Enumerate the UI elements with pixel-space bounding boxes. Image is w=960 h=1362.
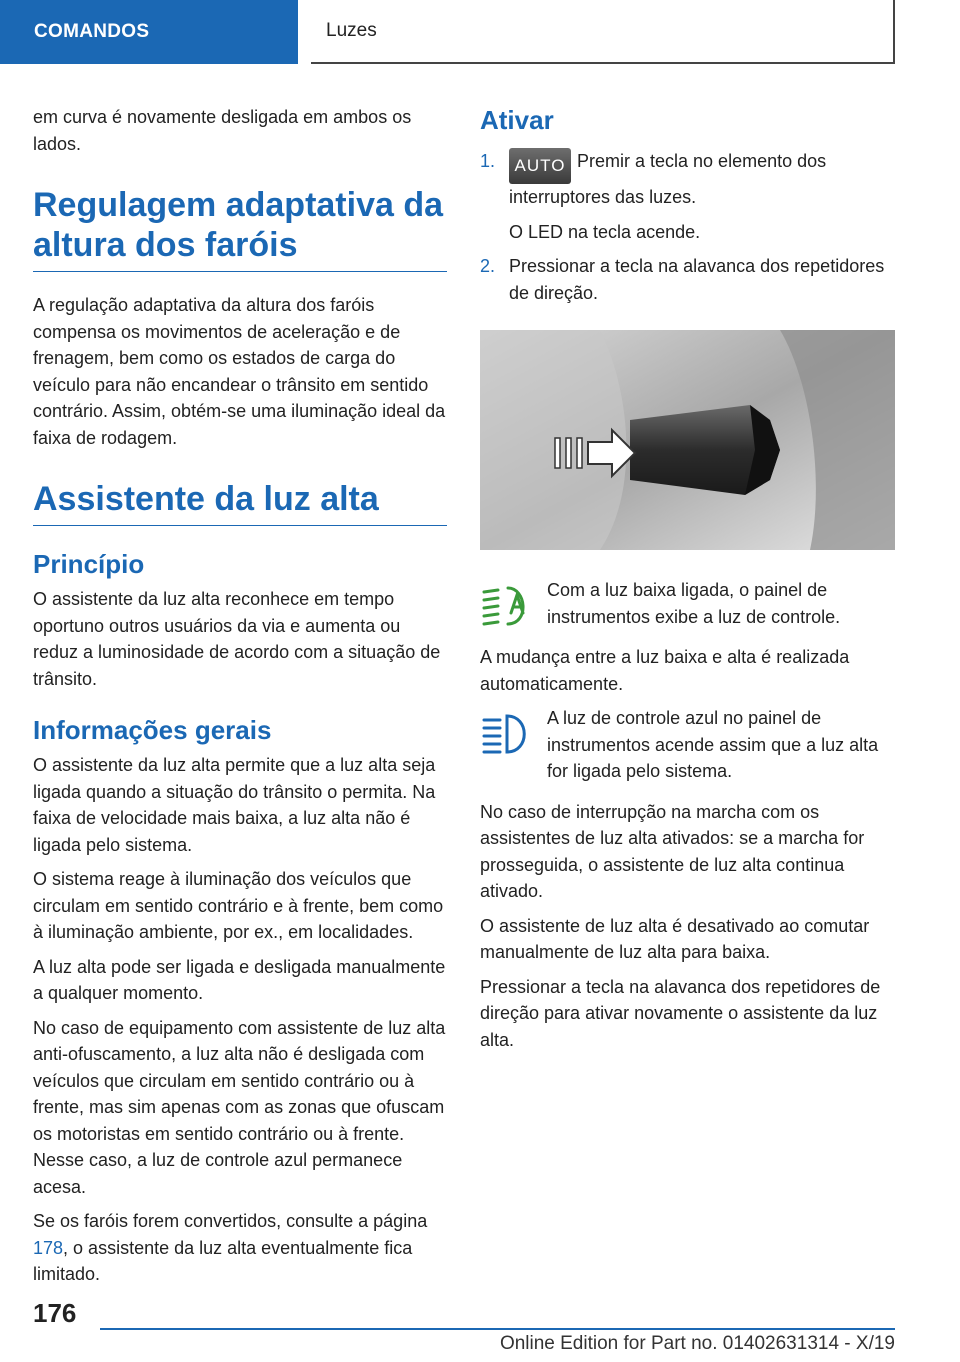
step-number: 1.	[480, 151, 496, 171]
right-column	[480, 104, 895, 1061]
turn-signal-lever-illustration	[480, 330, 895, 550]
heading-assistente: Assistente da luz alta	[33, 479, 447, 526]
step-1-text: Premir a tecla no elemento dos interruptores das luzes.	[509, 151, 827, 207]
step-2-text: Pressionar a tecla na alavanca dos repetidores de direção.	[509, 256, 885, 303]
steps-list	[480, 148, 895, 306]
mudanca-text: A mudança entre a luz baixa e alta é realizada automaticamente.	[480, 647, 850, 694]
intro-text: em curva é novamente desligada em ambos os lados.	[33, 107, 412, 154]
heading-principio: Princípio	[33, 549, 145, 579]
chapter-label: COMANDOS	[34, 21, 150, 42]
page-number: 176	[33, 1298, 77, 1328]
icon-note-high-beam-text: A luz de controle azul no painel de instrumentos acende assim que a luz alta for ligada pelo sistema.	[547, 708, 879, 781]
pressionar-text: Pressionar a tecla na alavanca dos repetidores de direção para ativar novamente o assistente da luz alta.	[480, 976, 881, 1050]
left-column	[33, 104, 447, 1296]
icon-note-low-beam-text: Com a luz baixa ligada, o painel de instrumentos exibe a luz de controle.	[547, 580, 841, 627]
info-text-5-a: Se os faróis forem convertidos, consulte a página	[33, 1211, 428, 1231]
info-text-5	[33, 1208, 447, 1288]
high-beam-icon	[480, 711, 532, 757]
icon-note-high-beam	[480, 705, 895, 785]
info-text-4: No caso de equipamento com assistente de luz alta anti-ofuscamento, a luz alta não é desligada com veículos que circulam em sentido contrário ou à frente, mas sim apenas com as zonas que ofuscam os motoristas em sentido contrário ou à frente. Nesse caso, a luz de controle azul permanece acesa.	[33, 1017, 446, 1197]
desativado-text: O assistente de luz alta é desativado ao comutar manualmente de luz alta para baixa.	[480, 915, 870, 962]
section-label: Luzes	[326, 20, 377, 41]
heading-informacoes: Informações gerais	[33, 715, 272, 745]
info-text-2: O sistema reage à iluminação dos veículos que circulam em sentido contrário e à frente, bem como à iluminação ambiente, por ex., em localidades.	[33, 869, 444, 942]
info-text-5-b: , o assistente da luz alta eventualmente fica limitado.	[33, 1237, 413, 1284]
info-text-3: A luz alta pode ser ligada e desligada manualmente a qualquer momento.	[33, 956, 446, 1003]
high-beam-assistant-icon	[480, 583, 532, 629]
footer-divider	[100, 1328, 895, 1330]
step-2	[480, 253, 895, 306]
regulagem-text: A regulação adaptativa da altura dos faróis compensa os movimentos de aceleração e de frenagem, bem como os estados de carga do veículo para não encandear o trânsito em sentido contrário. Assim, obtém-se uma iluminação ideal da faixa de rodagem.	[33, 295, 446, 448]
heading-ativar: Ativar	[480, 105, 554, 135]
icon-note-low-beam	[480, 577, 895, 630]
info-text-1: O assistente da luz alta permite que a luz alta seja ligada quando a situação do trânsito o permita. Na faixa de velocidade mais baixa, a luz alta não é ligada pelo sistema.	[33, 755, 436, 855]
page-link-178[interactable]: 178	[33, 1237, 64, 1258]
section-header	[311, 0, 895, 64]
step-1-result: O LED na tecla acende.	[509, 221, 701, 242]
principio-text: O assistente da luz alta reconhece em tempo oportuno outros usuários da via e aumenta ou reduz a luminosidade de acordo com a situação de trânsito.	[33, 589, 441, 689]
interrupcao-text: No caso de interrupção na marcha com os assistentes de luz alta ativados: se a marcha for prosseguida, o assistente de luz alta continua ativado.	[480, 801, 865, 901]
auto-key-icon: AUTO	[509, 148, 571, 184]
step-1	[480, 148, 895, 245]
chapter-tab	[0, 0, 298, 64]
step-number: 2.	[480, 256, 496, 276]
heading-regulagem: Regulagem adaptativa da altura dos faróis	[33, 185, 447, 272]
footer-edition: Online Edition for Part no. 01402631314 - X/19	[499, 1333, 895, 1354]
